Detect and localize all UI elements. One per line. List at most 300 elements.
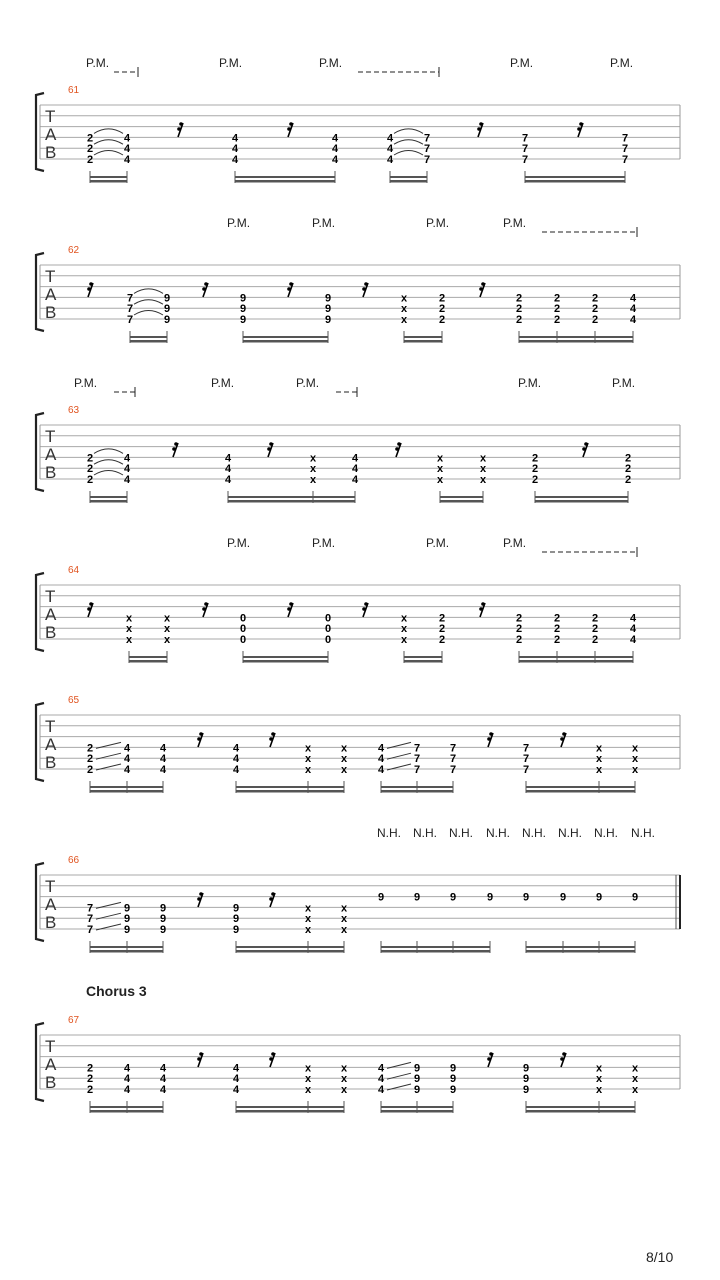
- fret-number: x: [400, 623, 408, 636]
- sixteenth-rest-flag: [481, 602, 485, 606]
- palm-mute-label: P.M.: [86, 56, 110, 70]
- fret-number: x: [400, 303, 408, 316]
- beam-secondary: [519, 656, 633, 658]
- fret-number: 2: [531, 474, 539, 486]
- fret-number: 9: [232, 913, 240, 926]
- sixteenth-rest-flag: [172, 447, 176, 451]
- fret-number: x: [309, 463, 317, 476]
- fret-number: x: [595, 1062, 603, 1075]
- fret-number: x: [125, 623, 133, 636]
- beam-secondary: [90, 786, 163, 788]
- fret-number: x: [436, 463, 444, 476]
- beam-primary: [526, 790, 635, 793]
- fret-number: 4: [224, 452, 232, 465]
- beam-primary: [236, 1110, 344, 1113]
- sixteenth-rest-flag: [579, 122, 583, 126]
- fret-number: x: [304, 913, 312, 926]
- fret-number: 4: [232, 753, 240, 766]
- beam-secondary: [526, 946, 635, 948]
- fret-number: x: [340, 1062, 348, 1075]
- sixteenth-rest-flag: [199, 732, 203, 736]
- tab-clef-letter: A: [45, 605, 57, 624]
- palm-mute-label: P.M.: [227, 536, 251, 550]
- page-number: 8/10: [646, 1249, 674, 1265]
- fret-number: 9: [449, 891, 457, 904]
- fret-number: 4: [629, 314, 637, 326]
- fret-number: 7: [522, 764, 530, 776]
- beam-primary: [440, 500, 483, 503]
- fret-number: x: [304, 1073, 312, 1086]
- natural-harmonic-label: N.H.: [594, 826, 618, 840]
- sixteenth-rest-flag: [199, 1052, 203, 1056]
- tab-clef-letter: B: [45, 463, 57, 482]
- sixteenth-rest-flag: [87, 287, 91, 291]
- tie-arc: [134, 289, 163, 294]
- fret-number: 7: [413, 764, 421, 776]
- fret-number: 2: [553, 623, 561, 636]
- tie-arc: [94, 151, 123, 156]
- tab-clef-letter: A: [45, 445, 57, 464]
- tab-clef-letter: B: [45, 303, 57, 322]
- beam-primary: [90, 1110, 163, 1113]
- fret-number: 4: [386, 154, 394, 166]
- section-label-chorus: Chorus 3: [86, 983, 147, 999]
- tab-system-67: [36, 1015, 680, 1113]
- fret-number: 7: [521, 132, 529, 145]
- tie-arc: [394, 129, 423, 134]
- sixteenth-rest-flag: [271, 1052, 275, 1056]
- fret-number: 2: [86, 742, 94, 755]
- fret-number: x: [309, 474, 317, 486]
- fret-number: 4: [123, 154, 131, 166]
- sixteenth-rest-flag: [560, 737, 564, 741]
- fret-number: x: [595, 1084, 603, 1096]
- palm-mute-label: P.M.: [312, 536, 336, 550]
- fret-number: x: [340, 913, 348, 926]
- fret-number: x: [400, 612, 408, 625]
- tab-clef-letter: T: [45, 107, 56, 126]
- fret-number: 4: [159, 742, 167, 755]
- fret-number: x: [595, 1073, 603, 1086]
- fret-number: x: [340, 902, 348, 915]
- fret-number: 4: [351, 452, 359, 465]
- beam-primary: [243, 340, 328, 343]
- fret-number: 9: [449, 1062, 457, 1075]
- sixteenth-rest-flag: [562, 1052, 566, 1056]
- beam-primary: [236, 950, 344, 953]
- sixteenth-rest-flag: [202, 607, 206, 611]
- beam-secondary: [381, 786, 453, 788]
- fret-number: 2: [553, 612, 561, 625]
- sixteenth-rest-flag: [174, 442, 178, 446]
- beam-primary: [526, 950, 635, 953]
- fret-number: 9: [486, 891, 494, 904]
- fret-number: 4: [224, 474, 232, 486]
- fret-number: 4: [123, 474, 131, 486]
- beam-primary: [404, 340, 442, 343]
- beam-primary: [235, 180, 335, 183]
- beam-primary: [243, 660, 328, 663]
- beam-secondary: [90, 1106, 163, 1108]
- palm-mute-label: P.M.: [211, 376, 235, 390]
- fret-number: x: [631, 1062, 639, 1075]
- fret-number: 2: [86, 452, 94, 465]
- fret-number: 4: [159, 1084, 167, 1096]
- measure-number: 63: [68, 405, 80, 416]
- measure-number: 66: [68, 855, 80, 866]
- fret-number: 4: [123, 753, 131, 766]
- sixteenth-rest-flag: [479, 287, 483, 291]
- fret-number: 4: [224, 463, 232, 476]
- fret-number: x: [595, 764, 603, 776]
- fret-number: 4: [386, 143, 394, 156]
- fret-number: 9: [522, 891, 530, 904]
- beam-secondary: [381, 1106, 453, 1108]
- fret-number: 4: [123, 1084, 131, 1096]
- fret-number: 2: [553, 314, 561, 326]
- fret-number: 4: [377, 764, 385, 776]
- sixteenth-rest-flag: [362, 607, 366, 611]
- tie-arc: [394, 140, 423, 145]
- beam-secondary: [236, 786, 344, 788]
- fret-number: 7: [449, 764, 457, 776]
- beam-secondary: [130, 336, 167, 338]
- sixteenth-rest-flag: [562, 732, 566, 736]
- fret-number: x: [163, 612, 171, 625]
- sixteenth-rest-flag: [269, 897, 273, 901]
- fret-number: 4: [232, 1062, 240, 1075]
- fret-number: 4: [232, 1084, 240, 1096]
- fret-number: 2: [438, 612, 446, 625]
- fret-number: 4: [231, 132, 239, 145]
- fret-number: 2: [438, 623, 446, 636]
- fret-number: 2: [553, 292, 561, 305]
- sixteenth-rest-flag: [269, 737, 273, 741]
- fret-number: 4: [123, 143, 131, 156]
- beam-secondary: [90, 496, 127, 498]
- tab-clef-letter: B: [45, 753, 57, 772]
- fret-number: 9: [522, 1084, 530, 1096]
- tab-clef-letter: B: [45, 143, 57, 162]
- fret-number: x: [304, 764, 312, 776]
- fret-number: x: [479, 463, 487, 476]
- fret-number: 9: [413, 1084, 421, 1096]
- fret-number: 2: [515, 612, 523, 625]
- palm-mute-label: P.M.: [319, 56, 343, 70]
- fret-number: 4: [629, 303, 637, 316]
- fret-number: 4: [159, 753, 167, 766]
- fret-number: 7: [86, 924, 94, 936]
- fret-number: 7: [413, 742, 421, 755]
- beam-primary: [519, 340, 633, 343]
- tab-clef-letter: T: [45, 267, 56, 286]
- fret-number: 7: [449, 742, 457, 755]
- tab-system-62: [36, 216, 680, 343]
- fret-number: 9: [449, 1084, 457, 1096]
- fret-number: 9: [631, 891, 639, 904]
- beam-primary: [381, 1110, 453, 1113]
- beam-secondary: [404, 336, 442, 338]
- measure-number: 64: [68, 565, 80, 576]
- fret-number: x: [340, 742, 348, 755]
- fret-number: 4: [123, 1062, 131, 1075]
- sixteenth-rest-flag: [87, 607, 91, 611]
- measure-number: 65: [68, 695, 80, 706]
- sixteenth-rest-flag: [179, 122, 183, 126]
- fret-number: 2: [591, 292, 599, 305]
- beam-primary: [236, 790, 344, 793]
- tie-arc: [94, 460, 123, 465]
- tab-system-63: [36, 376, 680, 503]
- beam-secondary: [243, 336, 328, 338]
- tab-clef-letter: A: [45, 735, 57, 754]
- sixteenth-rest-flag: [582, 447, 586, 451]
- measure-number: 62: [68, 245, 80, 256]
- palm-mute-label: P.M.: [518, 376, 542, 390]
- fret-number: 7: [521, 154, 529, 166]
- fret-number: x: [304, 902, 312, 915]
- fret-number: 2: [86, 1073, 94, 1086]
- beam-secondary: [535, 496, 628, 498]
- beam-primary: [519, 660, 633, 663]
- fret-number: 4: [629, 634, 637, 646]
- fret-number: 2: [515, 314, 523, 326]
- sixteenth-rest-flag: [289, 282, 293, 286]
- fret-number: 4: [629, 623, 637, 636]
- sixteenth-rest-flag: [287, 287, 291, 291]
- fret-number: 7: [621, 143, 629, 156]
- fret-number: 2: [591, 623, 599, 636]
- sixteenth-rest-flag: [487, 737, 491, 741]
- fret-number: x: [309, 452, 317, 465]
- fret-number: x: [304, 1062, 312, 1075]
- fret-number: x: [479, 452, 487, 465]
- measure-number: 67: [68, 1015, 80, 1026]
- tie-arc: [94, 449, 123, 454]
- fret-number: 4: [123, 463, 131, 476]
- fret-number: 4: [123, 132, 131, 145]
- fret-number: 4: [331, 154, 339, 166]
- fret-number: 0: [239, 634, 247, 646]
- fret-number: 0: [239, 612, 247, 625]
- palm-mute-label: P.M.: [219, 56, 243, 70]
- fret-number: 2: [86, 143, 94, 156]
- beam-primary: [535, 500, 628, 503]
- beam-primary: [228, 500, 355, 503]
- sixteenth-rest-flag: [271, 732, 275, 736]
- fret-number: 2: [86, 132, 94, 145]
- beam-primary: [90, 950, 163, 953]
- sixteenth-rest-flag: [477, 127, 481, 131]
- natural-harmonic-label: N.H.: [413, 826, 437, 840]
- fret-number: 7: [413, 753, 421, 766]
- fret-number: x: [125, 612, 133, 625]
- fret-number: 7: [621, 132, 629, 145]
- fret-number: x: [436, 474, 444, 486]
- beam-secondary: [519, 336, 633, 338]
- fret-number: x: [631, 1084, 639, 1096]
- fret-number: x: [163, 634, 171, 646]
- fret-number: 4: [159, 764, 167, 776]
- palm-mute-label: P.M.: [312, 216, 336, 230]
- sixteenth-rest-flag: [204, 602, 208, 606]
- fret-number: 2: [515, 303, 523, 316]
- fret-number: x: [163, 623, 171, 636]
- fret-number: 9: [449, 1073, 457, 1086]
- fret-number: 4: [377, 1073, 385, 1086]
- fret-number: 4: [386, 132, 394, 145]
- sixteenth-rest-flag: [362, 287, 366, 291]
- fret-number: x: [631, 742, 639, 755]
- fret-number: x: [631, 764, 639, 776]
- fret-number: 2: [86, 1084, 94, 1096]
- fret-number: x: [340, 1073, 348, 1086]
- fret-number: 2: [438, 292, 446, 305]
- fret-number: 4: [377, 1062, 385, 1075]
- palm-mute-label: P.M.: [227, 216, 251, 230]
- tie-arc: [94, 140, 123, 145]
- fret-number: 7: [522, 742, 530, 755]
- sixteenth-rest-flag: [289, 122, 293, 126]
- sixteenth-rest-flag: [577, 127, 581, 131]
- sixteenth-rest-flag: [287, 127, 291, 131]
- fret-number: 4: [123, 452, 131, 465]
- beam-primary: [90, 500, 127, 503]
- fret-number: 4: [232, 742, 240, 755]
- beam-secondary: [390, 176, 427, 178]
- fret-number: 7: [126, 292, 134, 305]
- tab-clef-letter: T: [45, 427, 56, 446]
- beam-secondary: [129, 656, 167, 658]
- fret-number: 4: [231, 154, 239, 166]
- fret-number: x: [400, 634, 408, 646]
- fret-number: 4: [159, 1073, 167, 1086]
- fret-number: 2: [624, 452, 632, 465]
- beam-primary: [525, 180, 625, 183]
- fret-number: 2: [591, 612, 599, 625]
- fret-number: 9: [159, 902, 167, 915]
- beam-secondary: [90, 946, 163, 948]
- fret-number: 9: [232, 902, 240, 915]
- beam-primary: [390, 180, 427, 183]
- sixteenth-rest-flag: [489, 1052, 493, 1056]
- beam-secondary: [525, 176, 625, 178]
- fret-number: 4: [123, 1073, 131, 1086]
- fret-number: 9: [239, 303, 247, 316]
- sixteenth-rest-flag: [271, 892, 275, 896]
- tie-arc: [394, 151, 423, 156]
- fret-number: 7: [423, 143, 431, 156]
- tab-system-66: [36, 826, 680, 953]
- fret-number: x: [400, 314, 408, 326]
- fret-number: 4: [231, 143, 239, 156]
- sixteenth-rest-flag: [560, 1057, 564, 1061]
- fret-number: 4: [159, 1062, 167, 1075]
- fret-number: x: [631, 753, 639, 766]
- fret-number: 2: [86, 154, 94, 166]
- tab-system-61: [36, 56, 680, 183]
- beam-secondary: [236, 946, 344, 948]
- tab-clef-letter: A: [45, 895, 57, 914]
- fret-number: x: [304, 924, 312, 936]
- sixteenth-rest-flag: [364, 602, 368, 606]
- fret-number: 2: [515, 623, 523, 636]
- fret-number: 0: [324, 612, 332, 625]
- tie-arc: [134, 311, 163, 316]
- natural-harmonic-label: N.H.: [377, 826, 401, 840]
- fret-number: 9: [413, 891, 421, 904]
- fret-number: x: [595, 753, 603, 766]
- beam-secondary: [526, 786, 635, 788]
- fret-number: 2: [86, 463, 94, 476]
- measure-number: 61: [68, 85, 80, 96]
- fret-number: 4: [351, 474, 359, 486]
- palm-mute-label: P.M.: [510, 56, 534, 70]
- fret-number: 2: [591, 314, 599, 326]
- sixteenth-rest-flag: [89, 602, 93, 606]
- tab-clef-letter: A: [45, 285, 57, 304]
- tab-clef-letter: T: [45, 877, 56, 896]
- fret-number: 9: [163, 303, 171, 316]
- fret-number: 0: [324, 634, 332, 646]
- sixteenth-rest-flag: [177, 127, 181, 131]
- beam-primary: [90, 180, 127, 183]
- fret-number: 2: [591, 303, 599, 316]
- fret-number: 9: [123, 902, 131, 915]
- palm-mute-label: P.M.: [503, 216, 527, 230]
- natural-harmonic-label: N.H.: [522, 826, 546, 840]
- fret-number: 2: [553, 303, 561, 316]
- fret-number: 2: [553, 634, 561, 646]
- tab-systems: [36, 56, 680, 1113]
- tab-clef-letter: T: [45, 587, 56, 606]
- fret-number: 9: [163, 292, 171, 305]
- beam-secondary: [228, 496, 355, 498]
- palm-mute-label: P.M.: [503, 536, 527, 550]
- sixteenth-rest-flag: [397, 442, 401, 446]
- fret-number: 9: [413, 1073, 421, 1086]
- fret-number: 9: [232, 924, 240, 936]
- fret-number: 9: [522, 1073, 530, 1086]
- palm-mute-label: P.M.: [612, 376, 636, 390]
- beam-secondary: [90, 176, 127, 178]
- beam-secondary: [440, 496, 483, 498]
- palm-mute-label: P.M.: [74, 376, 98, 390]
- tab-clef-letter: T: [45, 1037, 56, 1056]
- fret-number: 9: [377, 891, 385, 904]
- tie-arc: [94, 471, 123, 476]
- fret-number: 9: [559, 891, 567, 904]
- beam-primary: [381, 790, 453, 793]
- tab-clef-letter: B: [45, 1073, 57, 1092]
- beam-secondary: [235, 176, 335, 178]
- fret-number: 9: [413, 1062, 421, 1075]
- fret-number: 4: [331, 143, 339, 156]
- sixteenth-rest-flag: [197, 737, 201, 741]
- fret-number: 9: [239, 314, 247, 326]
- fret-number: 7: [423, 154, 431, 166]
- fret-number: x: [340, 753, 348, 766]
- fret-number: 7: [126, 314, 134, 326]
- beam-primary: [381, 950, 490, 953]
- fret-number: x: [340, 924, 348, 936]
- fret-number: 9: [123, 924, 131, 936]
- fret-number: 7: [522, 753, 530, 766]
- fret-number: 4: [377, 742, 385, 755]
- sixteenth-rest-flag: [199, 892, 203, 896]
- fret-number: 4: [629, 292, 637, 305]
- beam-primary: [130, 340, 167, 343]
